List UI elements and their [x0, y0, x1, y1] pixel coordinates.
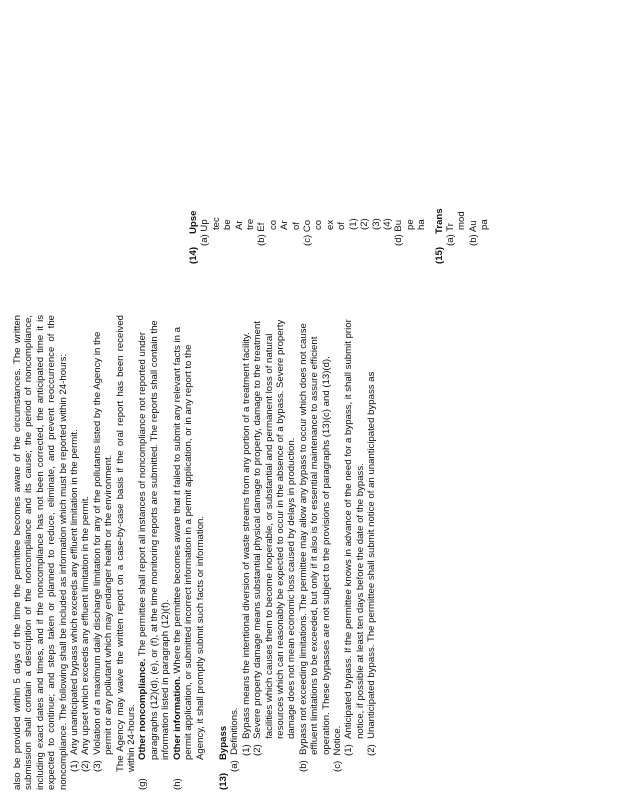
- text-fragment: co: [267, 219, 279, 230]
- text-fragment: of: [336, 221, 348, 230]
- text-fragment: be: [222, 219, 234, 230]
- text-fragment: ex: [324, 219, 336, 230]
- subsection-b: (b) Bypass not exceeding limitations. The permittee may allow any bypass to occur which does not cause effluent limitations to be exceeded, but only if it also is for essential maintenance to assure efficient operation. These bypasses are not subject to the provisions of paragraphs (13)(c) and (13)(d).: [297, 323, 332, 772]
- subsection-c: (c) Notice.: [331, 725, 343, 772]
- subsection-a: (a) Definitions.: [229, 707, 241, 772]
- section-g: (g) Other noncompliance. The permittee shall report all instances of noncompliance not reported under paragraphs (12)(d), (e), or (f), at the time monitoring reports are submitted. The reports shall contain the information listed in paragraph (12)(f).: [137, 320, 172, 790]
- text-fragment: (4): [381, 218, 393, 230]
- text-fragment: (c) Co: [302, 219, 314, 246]
- text-fragment: ha: [416, 219, 428, 230]
- text-fragment: mod: [456, 211, 468, 230]
- paragraph-intro: also be provided within 5 days of the time the permittee becomes aware of the circumstances. The written submission shall contain a description of the noncompliance and its cause; the period of noncompliance, including exact dates and times, and if the noncompliance has not been corrected, the anticipated time it is expected to continue; and steps taken or planned to reduce, eliminate, and prevent reoccurrence of the noncompliance. The following shall be included as information which must be reported within 24-hours:: [12, 315, 69, 790]
- paragraph-waive: The Agency may waive the written report on a case-by-case basis if the oral report has been received within 24-hours.: [114, 315, 138, 772]
- section-14-heading: (14) Upse: [188, 210, 199, 264]
- text-fragment: co: [313, 219, 325, 230]
- list-item: (3) Violation of a maximum daily discharge limitation for any of the pollutants listed by the Agency in the permit or any pollutant which may endanger health or the environment.: [91, 331, 115, 772]
- left-text-column: [12, 315, 378, 790]
- text-fragment: (1): [347, 218, 359, 230]
- text-fragment: (d) Bu: [393, 219, 405, 246]
- list-item: (1) Any unanticipated bypass which exceeds any effluent limitation in the permit.: [69, 429, 81, 772]
- list-item: (2) Any upset which exceeds any effluent limitation in the permit.: [80, 495, 92, 772]
- section-15-heading: (15) Trans: [433, 208, 445, 264]
- text-fragment: of: [290, 221, 302, 230]
- list-item: (1) Bypass means the intentional diversion of waste streams from any portion of a treatment facility.: [240, 332, 252, 756]
- text-fragment: (a) Up: [199, 219, 211, 246]
- text-fragment: tre: [245, 218, 257, 230]
- list-item: (2) Unanticipated bypass. The permittee shall submit notice of an unanticipated bypass as: [366, 371, 378, 756]
- text-fragment: pa: [479, 219, 491, 230]
- list-item: (1) Anticipated bypass. If the permittee knows in advance of the need for a bypass, it shall submit prior notice, if possible at least ten days before the date of the bypass.: [343, 319, 366, 756]
- section-13-heading: (13) Bypass: [217, 725, 229, 790]
- right-text-column-cropped: [12, 4, 491, 264]
- section-h: (h) Other information. Where the permittee becomes aware that it failed to submit any relevant facts in a permit application, or submitted incorrect information in a permit application, or in any report to the Agency, it shall promptly submit such facts or information.: [171, 327, 206, 790]
- text-fragment: pe: [404, 219, 416, 230]
- text-fragment: tec: [210, 217, 222, 230]
- text-fragment: (b) Au: [467, 220, 479, 246]
- text-fragment: (b) Ef: [256, 222, 268, 246]
- text-fragment: (a) Tr: [444, 223, 456, 246]
- text-fragment: (2): [359, 218, 371, 230]
- text-fragment: Ar: [279, 220, 291, 230]
- text-fragment: (3): [370, 218, 382, 230]
- list-item: (2) Severe property damage means substantial physical damage to property, damage to the treatment facilities which causes them to become inoperable, or substantial and permanent loss of natural resources which can reasonably be expected to occur in the absence of a bypass. Severe property damage does not mean economic loss caused by delays in production.: [252, 319, 298, 756]
- text-fragment: Ar: [233, 220, 245, 230]
